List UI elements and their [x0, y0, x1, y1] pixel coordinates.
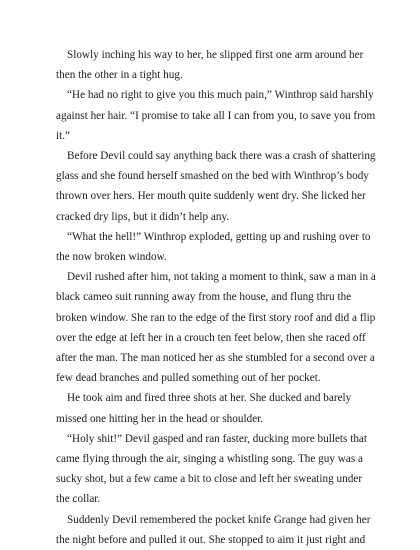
paragraph: “Holy shit!” Devil gasped and ran faster, ducking more bullets that came flying through the air, singing a whistling song. The guy was a sucky shot, but a few came a bit to close and left her sweating under the collar. — [56, 432, 368, 506]
paragraph: Devil rushed after him, not taking a moment to think, saw a man in a black cameo suit running away from the house, and flung thru the broken window. She ran to the edge of the first story roof and did a flip over the edge at left her in a crouch ten feet below, then she raced off after the man. The man noticed her as she stumbled for a second over a few dead branches and pulled something out of her pocket. — [56, 271, 376, 385]
paragraph: “What the hell!” Winthrop exploded, getting up and rushing over to the now broken window. — [56, 230, 371, 264]
paragraph: Slowly inching his way to her, he slipped first one arm around her then the other in a tight hug. — [56, 49, 364, 82]
body-text — [56, 45, 376, 550]
paragraph: Suddenly Devil remembered the pocket knife Grange had given her the night before and pulled it out. She stopped to aim it just right and — [56, 513, 371, 546]
paragraph: He took aim and fired three shots at her. She ducked and barely missed one hitting her in the head or shoulder. — [56, 392, 352, 425]
paragraph: “He had no right to give you this much pain,” Winthrop said harshly against her hair. “I promise to take all I can from you, to save you from it.” — [56, 89, 376, 142]
paragraph: Before Devil could say anything back there was a crash of shattering glass and she found herself smashed on the bed with Winthrop’s body thrown over hers. Her mouth quite suddenly went dry. She licked her cracked dry lips, but it didn’t help any. — [56, 150, 376, 223]
